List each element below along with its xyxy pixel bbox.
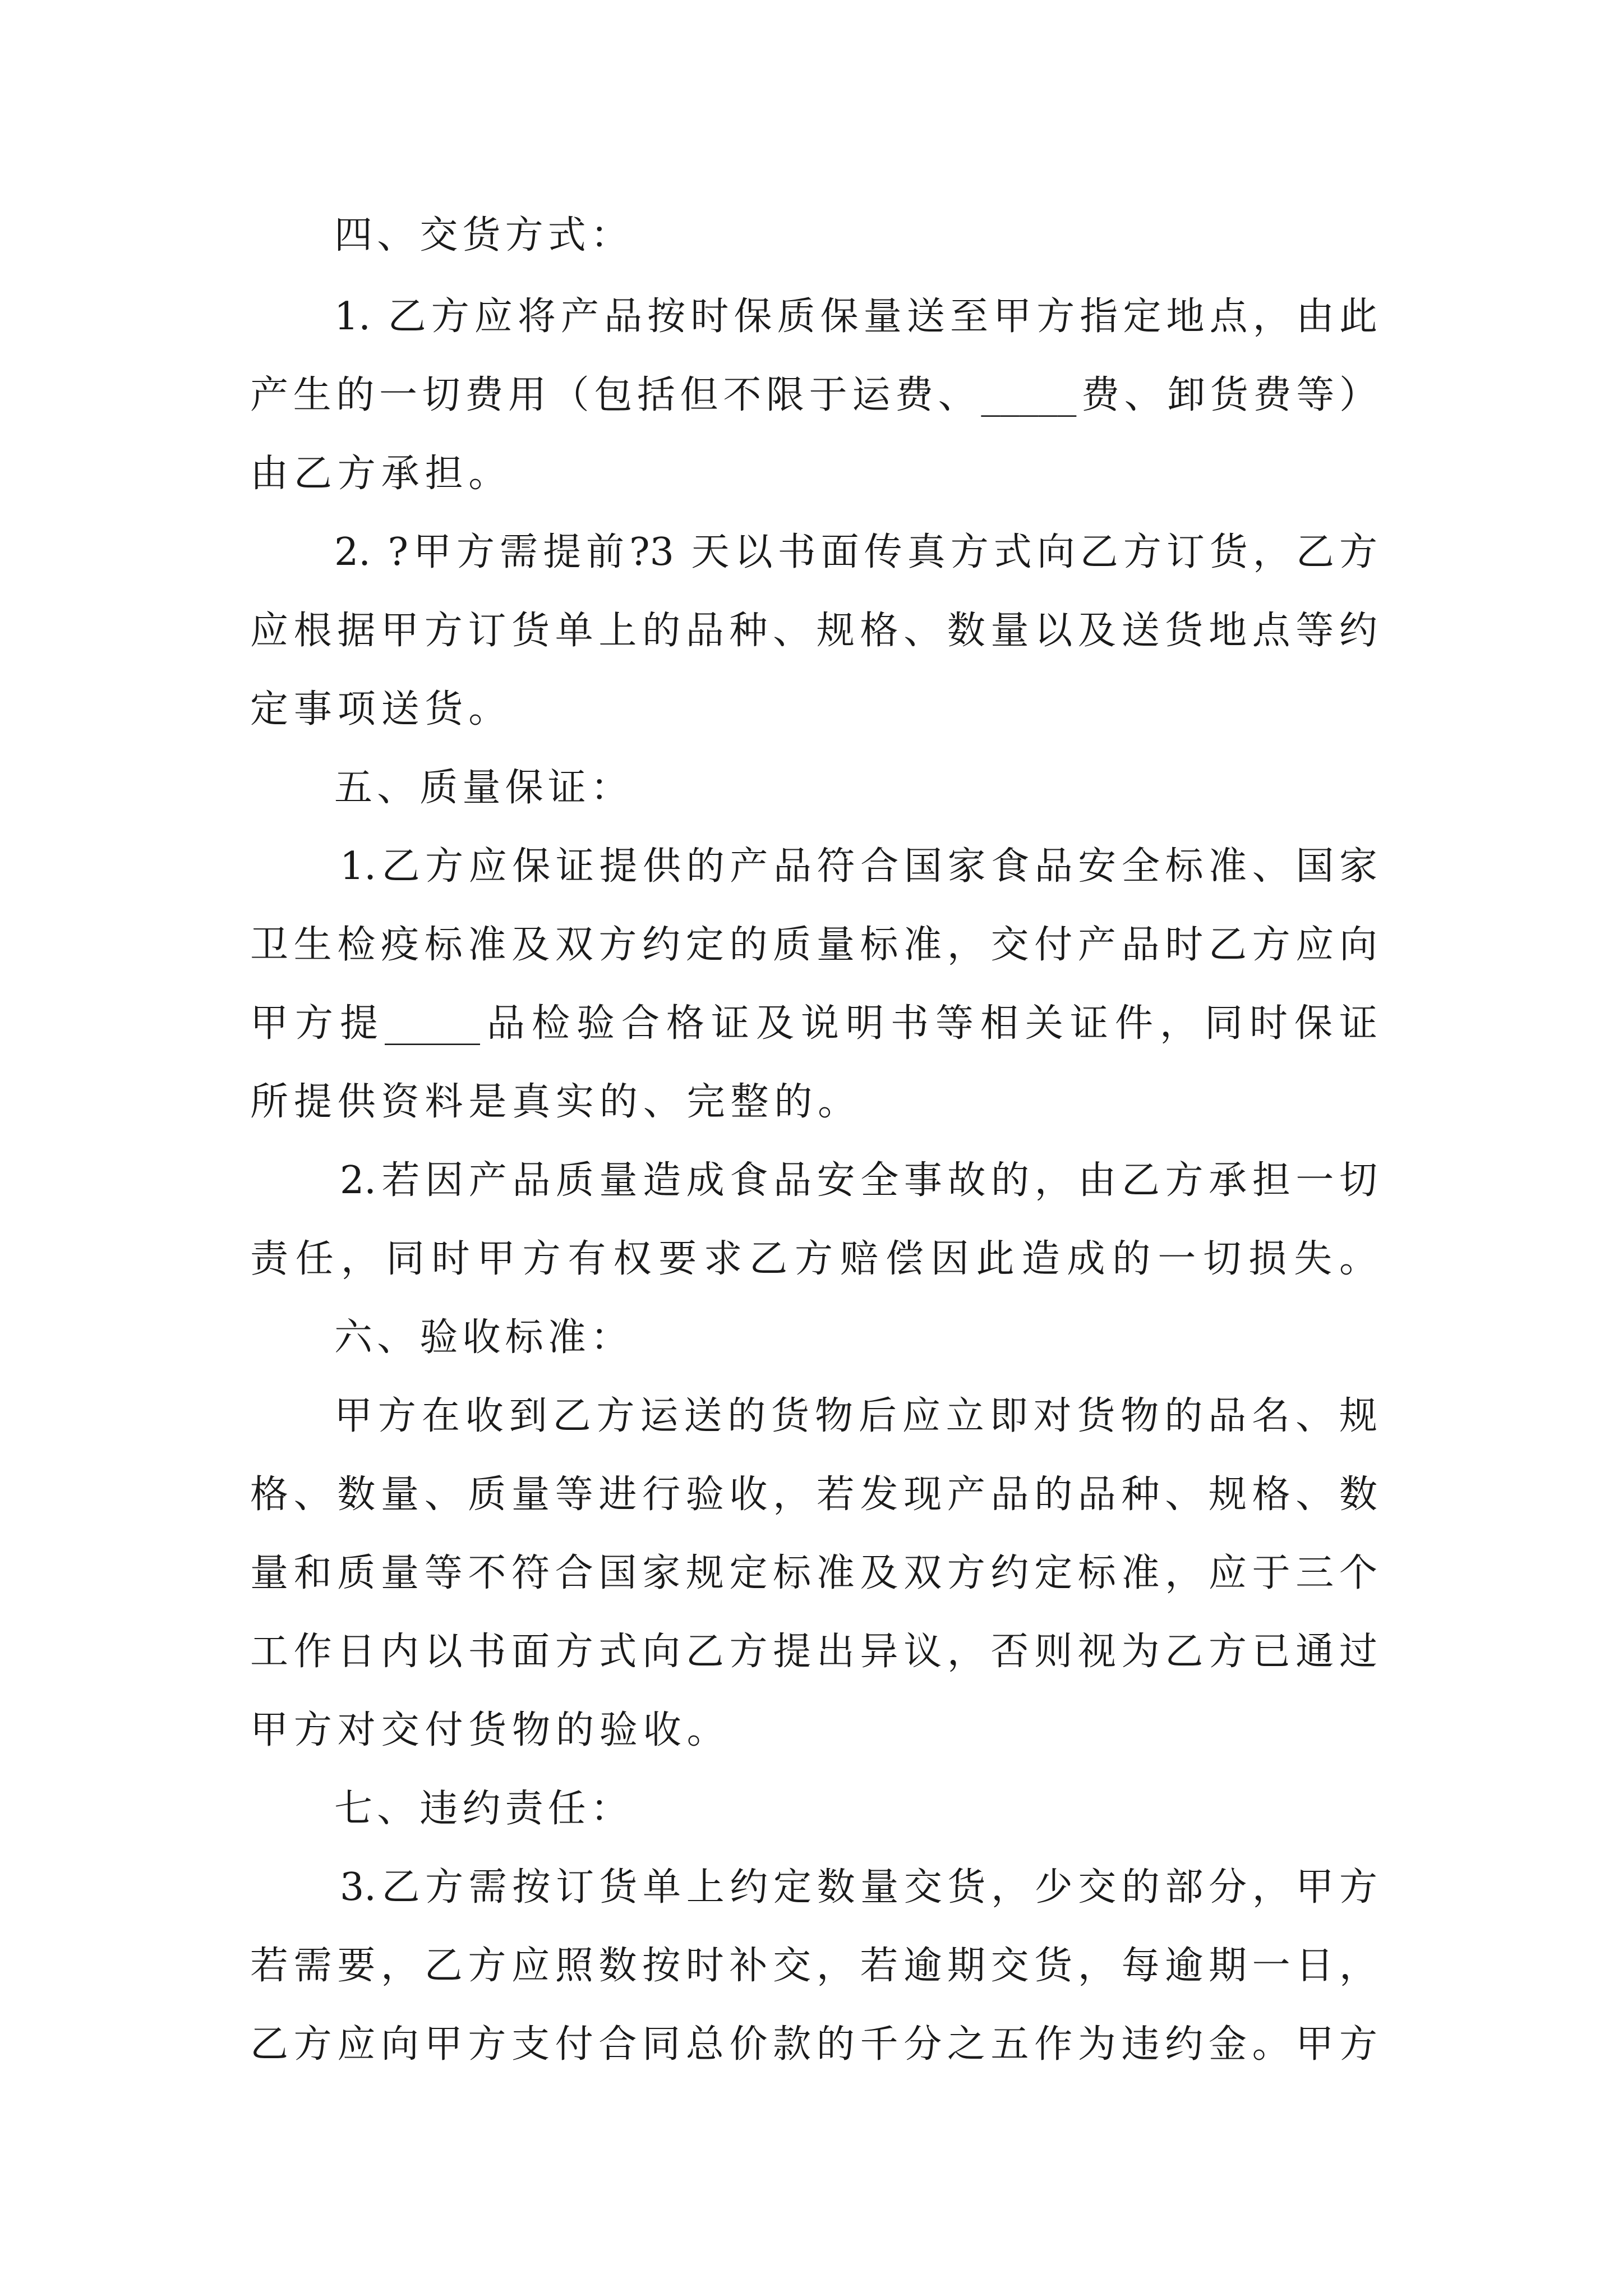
paragraph-line: 工作日内以书面方式向乙方提出异议，否则视为乙方已通过	[250, 1630, 1377, 1674]
section-heading-acceptance: 六、验收标准：	[334, 1315, 634, 1360]
paragraph-line: 2. ?甲方需提前?3 天以书面传真方式向乙方订货，乙方	[334, 530, 1377, 574]
paragraph-line: 甲方对交付货物的验收。	[250, 1708, 731, 1752]
section-heading-liability: 七、违约责任：	[334, 1787, 634, 1831]
paragraph-line: 格、数量、质量等进行验收，若发现产品的品种、规格、数	[250, 1473, 1377, 1517]
paragraph-line: 2.若因产品质量造成食品安全事故的，由乙方承担一切	[340, 1158, 1377, 1203]
paragraph-line: 卫生检疫标准及双方约定的质量标准，交付产品时乙方应向	[250, 923, 1377, 967]
paragraph-line: 应根据甲方订货单上的品种、规格、数量以及送货地点等约	[250, 609, 1377, 653]
paragraph-line: 3.乙方需按订货单上约定数量交货，少交的部分，甲方	[340, 1865, 1377, 1910]
paragraph-line: 由乙方承担。	[250, 452, 513, 496]
paragraph-line: 定事项送货。	[250, 687, 513, 731]
section-heading-delivery: 四、交货方式：	[334, 213, 634, 257]
paragraph-line: 量和质量等不符合国家规定标准及双方约定标准，应于三个	[250, 1551, 1377, 1595]
paragraph-line: 1.乙方应保证提供的产品符合国家食品安全标准、国家	[340, 844, 1377, 889]
section-heading-quality: 五、质量保证：	[334, 766, 634, 810]
paragraph-line: 甲方在收到乙方运送的货物后应立即对货物的品名、规	[334, 1394, 1377, 1438]
paragraph-line: 产生的一切费用（包括但不限于运费、_____费、卸货费等）	[250, 373, 1377, 417]
paragraph-line: 乙方应向甲方支付合同总价款的千分之五作为违约金。甲方	[250, 2022, 1377, 2067]
paragraph-line: 若需要，乙方应照数按时补交，若逾期交货，每逾期一日，	[250, 1944, 1377, 1988]
paragraph-line: 甲方提_____品检验合格证及说明书等相关证件，同时保证	[250, 1001, 1377, 1046]
paragraph-line: 责任，同时甲方有权要求乙方赔偿因此造成的一切损失。	[250, 1237, 1377, 1281]
paragraph-line: 1. 乙方应将产品按时保质保量送至甲方指定地点，由此	[334, 295, 1377, 339]
paragraph-line: 所提供资料是真实的、完整的。	[250, 1080, 862, 1124]
